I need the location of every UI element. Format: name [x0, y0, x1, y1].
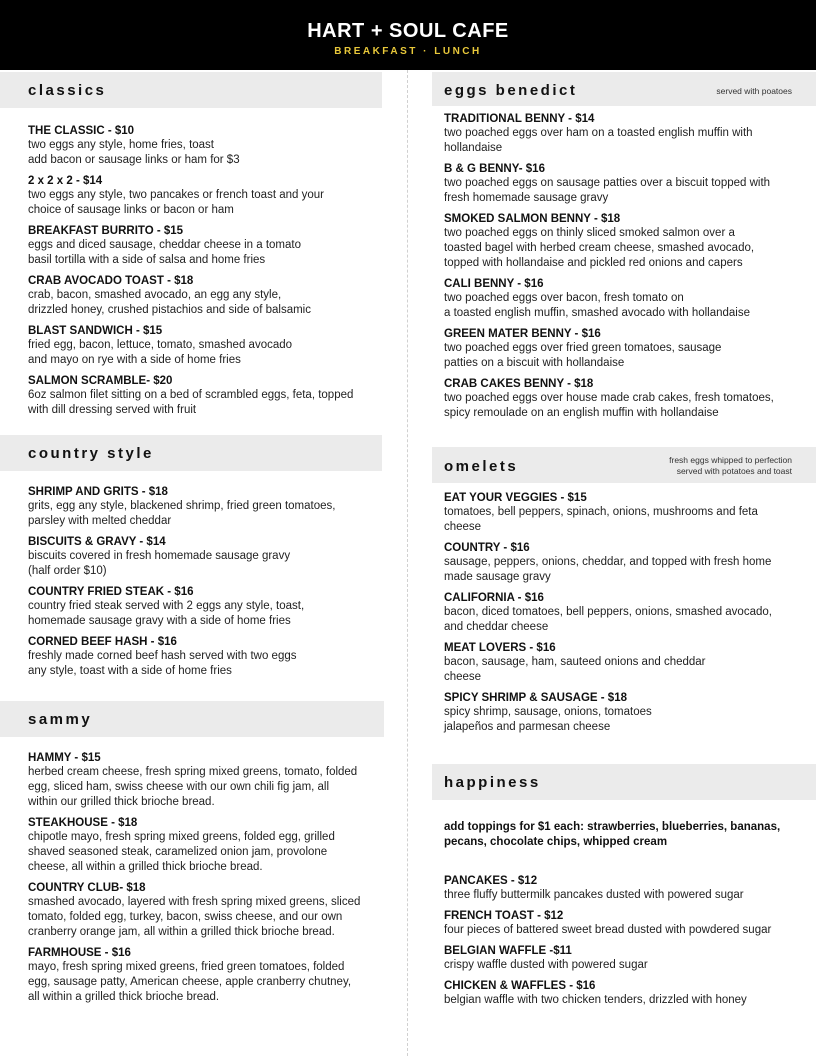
item-description: two eggs any style, two pancakes or french toast and your choice of sausage links or bacon or ham	[28, 189, 324, 216]
item-description: crispy waffle dusted with powered sugar	[444, 959, 648, 971]
section-country-style	[0, 435, 382, 685]
menu-item	[444, 909, 810, 938]
section-happiness	[432, 764, 816, 1014]
item-description: sausage, peppers, onions, cheddar, and topped with fresh home made sausage gravy	[444, 556, 772, 583]
note-line: fresh eggs whipped to perfection	[669, 455, 792, 465]
note-line: served with potatoes and toast	[676, 466, 792, 476]
item-description: two poached eggs over bacon, fresh tomato on a toasted english muffin, smashed avocado with hollandaise	[444, 292, 751, 319]
item-name: SALMON SCRAMBLE- $20	[28, 375, 173, 387]
item-name: BELGIAN WAFFLE -$11	[444, 945, 572, 957]
section-header	[432, 764, 816, 800]
item-name: STEAKHOUSE - $18	[28, 817, 138, 829]
menu-item	[28, 535, 376, 579]
menu-item	[28, 816, 378, 875]
menu-item	[444, 277, 810, 321]
item-description: two poached eggs on thinly sliced smoked salmon over a toasted bagel with herbed cream cheese, smashed avocado, topped with hollandaise and pickled red onions and capers	[444, 227, 755, 269]
item-name: TRADITIONAL BENNY - $14	[444, 113, 595, 125]
toppings-note: add toppings for $1 each: strawberries, blueberries, bananas, pecans, chocolate chips, whipped cream	[444, 821, 781, 848]
item-name: BLAST SANDWICH - $15	[28, 325, 163, 337]
item-name: CALIFORNIA - $16	[444, 592, 544, 604]
item-name: FARMHOUSE - $16	[28, 947, 131, 959]
section-eggs-benedict	[432, 72, 816, 427]
section-sammy	[0, 701, 384, 1011]
item-list	[432, 483, 816, 735]
menu-item	[444, 377, 810, 421]
section-header	[432, 72, 816, 106]
menu-item	[444, 541, 810, 585]
item-name: THE CLASSIC - $10	[28, 125, 135, 137]
menu-item	[444, 327, 810, 371]
item-name: CORNED BEEF HASH - $16	[28, 636, 177, 648]
menu-item	[444, 874, 810, 903]
item-description: two poached eggs over fried green tomatoes, sausage patties on a biscuit with hollandaise	[444, 342, 722, 369]
item-name: B & G BENNY- $16	[444, 163, 545, 175]
item-description: two eggs any style, home fries, toast add bacon or sausage links or ham for $3	[28, 139, 240, 166]
menu-item	[28, 751, 378, 810]
cafe-tagline: BREAKFAST · LUNCH	[334, 46, 482, 57]
menu-item	[444, 641, 810, 685]
section-omelets	[432, 447, 816, 741]
section-note: served with poatoes	[716, 86, 792, 96]
item-description: fried egg, bacon, lettuce, tomato, smashed avocado and mayo on rye with a side of home fries	[28, 339, 293, 366]
item-name: CALI BENNY - $16	[444, 278, 544, 290]
menu-item	[28, 374, 376, 418]
item-description: three fluffy buttermilk pancakes dusted with powered sugar	[444, 889, 744, 901]
menu-item	[28, 485, 376, 529]
item-description: mayo, fresh spring mixed greens, fried green tomatoes, folded egg, sausage patty, American cheese, apple cranberry chutney, all within a grilled thick brioche bread.	[28, 961, 352, 1003]
item-description: biscuits covered in fresh homemade sausage gravy (half order $10)	[28, 550, 291, 577]
item-name: PANCAKES - $12	[444, 875, 538, 887]
section-header	[432, 447, 816, 483]
item-description: two poached eggs over ham on a toasted english muffin with hollandaise	[444, 127, 753, 154]
section-note	[669, 455, 792, 477]
header-banner	[0, 0, 816, 70]
menu-item	[28, 946, 378, 1005]
item-name: CHICKEN & WAFFLES - $16	[444, 980, 596, 992]
section-title: country style	[28, 445, 154, 462]
menu-item	[28, 124, 376, 168]
item-list	[432, 800, 816, 1008]
menu-item	[444, 944, 810, 973]
menu-item	[444, 162, 810, 206]
item-name: COUNTRY CLUB- $18	[28, 882, 146, 894]
item-description: freshly made corned beef hash served with two eggs any style, toast with a side of home fries	[28, 650, 297, 677]
section-title: sammy	[28, 711, 93, 728]
item-description: eggs and diced sausage, cheddar cheese in a tomato basil tortilla with a side of salsa and home fries	[28, 239, 301, 266]
menu-item	[28, 274, 376, 318]
section-title: omelets	[444, 458, 519, 475]
menu-item	[28, 881, 378, 940]
menu-item	[28, 224, 376, 268]
item-description: chipotle mayo, fresh spring mixed greens, folded egg, grilled shaved seasoned steak, caramelized onion jam, provolone cheese, all within a grilled thick brioche bread.	[28, 831, 335, 873]
section-header	[0, 435, 382, 471]
item-name: GREEN MATER BENNY - $16	[444, 328, 601, 340]
item-name: COUNTRY - $16	[444, 542, 530, 554]
item-description: 6oz salmon filet sitting on a bed of scrambled eggs, feta, topped with dill dressing served with fruit	[28, 389, 354, 416]
section-header	[0, 72, 382, 108]
section-title: eggs benedict	[444, 82, 578, 99]
section-classics	[0, 72, 382, 424]
item-description: two poached eggs on sausage patties over a biscuit topped with fresh homemade sausage gravy	[444, 177, 771, 204]
item-description: spicy shrimp, sausage, onions, tomatoes jalapeños and parmesan cheese	[444, 706, 652, 733]
item-description: bacon, diced tomatoes, bell peppers, onions, smashed avocado, and cheddar cheese	[444, 606, 772, 633]
item-description: crab, bacon, smashed avocado, an egg any style, drizzled honey, crushed pistachios and side of balsamic	[28, 289, 311, 316]
section-header	[0, 701, 384, 737]
item-list	[0, 737, 384, 1005]
section-title: classics	[28, 82, 107, 99]
menu-item	[444, 212, 810, 271]
item-list	[0, 471, 382, 679]
item-description: tomatoes, bell peppers, spinach, onions, mushrooms and feta cheese	[444, 506, 758, 533]
menu-item	[444, 691, 810, 735]
item-name: BISCUITS & GRAVY - $14	[28, 536, 166, 548]
section-title: happiness	[444, 774, 541, 791]
column-divider	[407, 70, 408, 1056]
item-name: CRAB CAKES BENNY - $18	[444, 378, 594, 390]
item-name: CRAB AVOCADO TOAST - $18	[28, 275, 194, 287]
item-description: belgian waffle with two chicken tenders, drizzled with honey	[444, 994, 747, 1006]
menu-item	[444, 112, 810, 156]
menu-item	[28, 585, 376, 629]
item-description: two poached eggs over house made crab cakes, fresh tomatoes, spicy remoulade on an english muffin with hollandaise	[444, 392, 774, 419]
item-description: grits, egg any style, blackened shrimp, fried green tomatoes, parsley with melted cheddar	[28, 500, 336, 527]
item-name: FRENCH TOAST - $12	[444, 910, 564, 922]
menu-item	[28, 635, 376, 679]
menu-item	[28, 324, 376, 368]
menu-item	[444, 491, 810, 535]
item-description: herbed cream cheese, fresh spring mixed greens, tomato, folded egg, sliced ham, swiss cheese with our own chili fig jam, all within our grilled thick brioche bread.	[28, 766, 358, 808]
item-name: SPICY SHRIMP & SAUSAGE - $18	[444, 692, 627, 704]
item-description: smashed avocado, layered with fresh spring mixed greens, sliced tomato, folded egg, turkey, bacon, swiss cheese, and our own cranberry orange jam, all within a grilled thick brioche bread.	[28, 896, 361, 938]
item-name: MEAT LOVERS - $16	[444, 642, 556, 654]
item-list	[432, 106, 816, 421]
item-name: HAMMY - $15	[28, 752, 101, 764]
item-list	[0, 108, 382, 418]
item-name: SHRIMP AND GRITS - $18	[28, 486, 168, 498]
item-description: bacon, sausage, ham, sauteed onions and cheddar cheese	[444, 656, 706, 683]
item-name: 2 x 2 x 2 - $14	[28, 175, 103, 187]
menu-item	[444, 979, 810, 1008]
item-name: SMOKED SALMON BENNY - $18	[444, 213, 621, 225]
item-name: EAT YOUR VEGGIES - $15	[444, 492, 587, 504]
cafe-name: HART + SOUL CAFE	[307, 20, 509, 42]
menu-item	[28, 174, 376, 218]
item-description: country fried steak served with 2 eggs any style, toast, homemade sausage gravy with a side of home fries	[28, 600, 305, 627]
item-description: four pieces of battered sweet bread dusted with powdered sugar	[444, 924, 772, 936]
menu-item	[444, 591, 810, 635]
item-name: COUNTRY FRIED STEAK - $16	[28, 586, 194, 598]
item-name: BREAKFAST BURRITO - $15	[28, 225, 184, 237]
